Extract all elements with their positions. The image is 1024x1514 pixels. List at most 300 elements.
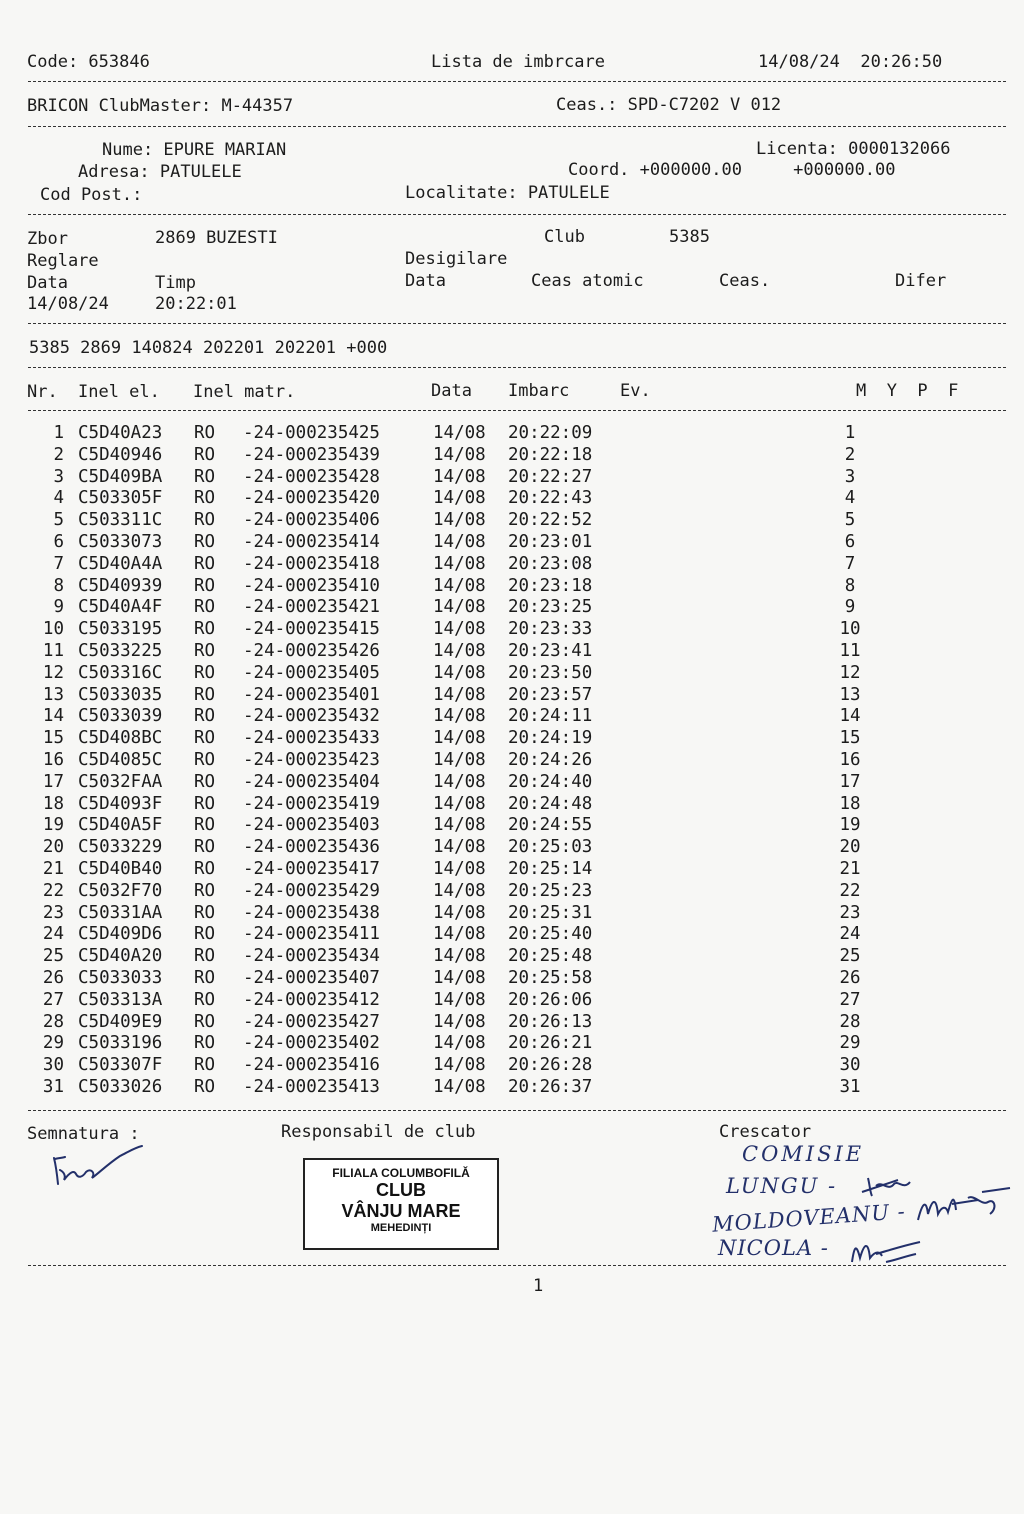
- boarding-time: 20:23:33: [508, 619, 593, 640]
- ring-country: RO: [194, 444, 216, 465]
- electronic-ring: C5033073: [78, 532, 163, 552]
- ring-number: -24-000235436: [243, 837, 380, 858]
- boarding-time: 20:26:06: [508, 989, 593, 1010]
- ring-number: -24-000235416: [243, 1055, 380, 1076]
- m-count: 16: [839, 750, 861, 770]
- stamp-line-2: CLUB: [376, 1180, 426, 1200]
- postal-code: Cod Post.:: [40, 185, 143, 205]
- col-boarding: Imbarc: [508, 381, 570, 401]
- boarding-time: 20:26:37: [508, 1077, 593, 1097]
- ring-number: -24-000235428: [243, 466, 380, 487]
- boarding-time: 20:24:40: [508, 771, 593, 792]
- boarding-date: 14/08: [433, 532, 486, 552]
- m-count: 10: [839, 619, 861, 640]
- electronic-ring: C5D40B40: [78, 859, 163, 879]
- ring-country: RO: [194, 902, 216, 923]
- row-number: 12: [42, 662, 64, 683]
- row-number: 24: [42, 924, 64, 945]
- table-row: [0, 946, 1024, 968]
- boarding-time: 20:22:27: [508, 466, 593, 487]
- member-3-signature: [846, 1232, 926, 1266]
- row-number: 11: [42, 641, 64, 661]
- boarding-date: 14/08: [433, 553, 486, 574]
- ring-country: RO: [194, 641, 216, 661]
- atomic-clock-label: Ceas atomic: [531, 271, 644, 291]
- electronic-ring: C5D4093F: [78, 793, 163, 814]
- divider: [28, 410, 1006, 411]
- unsealing-label: Desigilare: [405, 249, 508, 269]
- m-count: 11: [839, 641, 861, 661]
- commission-member-1: LUNGU -: [726, 1174, 838, 1198]
- ring-country: RO: [194, 924, 216, 945]
- boarding-date: 14/08: [433, 771, 486, 792]
- boarding-date: 14/08: [433, 684, 486, 705]
- m-count: 2: [844, 444, 856, 465]
- ring-number: -24-000235403: [243, 815, 380, 836]
- m-count: 19: [839, 815, 861, 836]
- m-count: 7: [844, 553, 856, 574]
- ring-number: -24-000235405: [243, 662, 380, 683]
- ring-number: -24-000235432: [243, 706, 380, 727]
- ring-country: RO: [194, 662, 216, 683]
- boarding-time: 20:22:09: [508, 423, 593, 443]
- ring-country: RO: [194, 423, 216, 443]
- ring-country: RO: [194, 946, 216, 967]
- difference-label: Difer: [895, 271, 947, 291]
- boarding-time: 20:24:55: [508, 815, 593, 836]
- member-2-signature: [912, 1184, 1012, 1230]
- boarding-time: 20:25:03: [508, 837, 593, 858]
- electronic-ring: C50331AA: [78, 902, 163, 923]
- boarding-date: 14/08: [433, 575, 486, 596]
- ring-number: -24-000235427: [243, 1011, 380, 1032]
- ring-country: RO: [194, 859, 216, 879]
- table-row: [0, 815, 1024, 837]
- ring-number: -24-000235410: [243, 575, 380, 596]
- stamp-line-1: FILIALA COLUMBOFILĂ: [332, 1166, 470, 1180]
- row-number: 4: [53, 488, 64, 509]
- member-1-signature: [858, 1172, 918, 1200]
- boarding-time: 20:26:21: [508, 1033, 593, 1054]
- table-row: [0, 641, 1024, 663]
- m-count: 22: [839, 880, 861, 901]
- table-row: [0, 990, 1024, 1012]
- m-count: 4: [844, 488, 856, 509]
- ring-number: -24-000235404: [243, 771, 380, 792]
- divider: [28, 367, 1006, 368]
- electronic-ring: C5D40A5F: [78, 815, 163, 836]
- row-number: 22: [42, 880, 64, 901]
- table-row: [0, 750, 1024, 772]
- row-number: 18: [42, 793, 64, 814]
- ring-number: -24-000235407: [243, 968, 380, 988]
- boarding-date: 14/08: [433, 619, 486, 640]
- electronic-ring: C5D408BC: [78, 728, 163, 749]
- table-row: [0, 837, 1024, 859]
- owner-locality: Localitate: PATULELE: [405, 183, 610, 203]
- boarding-time: 20:23:08: [508, 553, 593, 574]
- table-row: [0, 924, 1024, 946]
- document-code: Code: 653846: [27, 52, 150, 72]
- col-ring-number: Inel matr.: [193, 382, 296, 402]
- m-count: 13: [839, 684, 861, 705]
- m-count: 5: [844, 510, 856, 531]
- print-datetime: 14/08/24 20:26:50: [758, 52, 943, 72]
- boarding-date: 14/08: [433, 989, 486, 1010]
- ring-number: -24-000235420: [243, 488, 380, 509]
- boarding-time: 20:23:41: [508, 641, 593, 661]
- row-number: 10: [42, 619, 64, 640]
- ring-country: RO: [194, 728, 216, 749]
- col-mypf: M Y P F: [856, 381, 959, 401]
- row-number: 6: [53, 532, 64, 552]
- electronic-ring: C503307F: [78, 1055, 163, 1076]
- ring-country: RO: [194, 1055, 216, 1076]
- document-title: Lista de imbrcare: [431, 52, 605, 72]
- ring-number: -24-000235438: [243, 902, 380, 923]
- clubmaster-id: BRICON ClubMaster: M-44357: [27, 96, 294, 116]
- ring-country: RO: [194, 771, 216, 792]
- row-number: 30: [42, 1055, 64, 1076]
- boarding-time: 20:22:18: [508, 444, 593, 465]
- ring-number: -24-000235406: [243, 510, 380, 531]
- boarding-date: 14/08: [433, 466, 486, 487]
- clock-label: Ceas.: [719, 271, 771, 291]
- col-date: Data: [431, 381, 472, 401]
- boarding-time: 20:23:57: [508, 684, 593, 705]
- signature-label: Semnatura :: [27, 1124, 140, 1144]
- ring-country: RO: [194, 575, 216, 596]
- ring-number: -24-000235412: [243, 989, 380, 1010]
- handwritten-signature: [48, 1142, 148, 1194]
- electronic-ring: C5033229: [78, 837, 163, 858]
- row-number: 13: [42, 684, 64, 705]
- ring-country: RO: [194, 553, 216, 574]
- table-row: [0, 859, 1024, 881]
- electronic-ring: C5D409D6: [78, 924, 163, 945]
- ring-country: RO: [194, 880, 216, 901]
- ring-number: -24-000235434: [243, 946, 380, 967]
- m-count: 12: [839, 662, 861, 683]
- ring-number: -24-000235401: [243, 684, 380, 705]
- divider: [28, 214, 1006, 215]
- boarding-time: 20:23:18: [508, 575, 593, 596]
- clock-id: Ceas.: SPD-C7202 V 012: [556, 95, 782, 115]
- boarding-time: 20:26:28: [508, 1055, 593, 1076]
- boarding-date: 14/08: [433, 510, 486, 531]
- row-number: 28: [42, 1011, 64, 1032]
- boarding-date: 14/08: [433, 1033, 486, 1054]
- divider: [28, 81, 1006, 82]
- boarding-time: 20:23:50: [508, 662, 593, 683]
- ring-number: -24-000235414: [243, 532, 380, 552]
- boarding-time: 20:22:52: [508, 510, 593, 531]
- boarding-time: 20:24:11: [508, 706, 593, 727]
- table-row: [0, 794, 1024, 816]
- electronic-ring: C5D40A4A: [78, 553, 163, 574]
- ring-country: RO: [194, 706, 216, 727]
- owner-address: Adresa: PATULELE: [78, 162, 242, 182]
- m-count: 28: [839, 1011, 861, 1032]
- boarding-date: 14/08: [433, 706, 486, 727]
- boarding-time: 20:25:14: [508, 859, 593, 879]
- row-number: 9: [53, 597, 64, 618]
- row-number: 23: [42, 902, 64, 923]
- electronic-ring: C5033225: [78, 641, 163, 661]
- table-row: [0, 968, 1024, 990]
- club-label: Club: [544, 227, 585, 247]
- m-count: 15: [839, 728, 861, 749]
- m-count: 9: [844, 597, 856, 618]
- date-label: Data: [27, 273, 68, 293]
- ring-country: RO: [194, 968, 216, 988]
- boarding-date: 14/08: [433, 924, 486, 945]
- table-row: [0, 881, 1024, 903]
- boarding-time: 20:23:25: [508, 597, 593, 618]
- boarding-date: 14/08: [433, 597, 486, 618]
- table-row: [0, 728, 1024, 750]
- ring-number: -24-000235413: [243, 1077, 380, 1097]
- row-number: 19: [42, 815, 64, 836]
- ring-number: -24-000235439: [243, 444, 380, 465]
- stamp-line-3: VÂNJU MARE: [341, 1201, 461, 1221]
- electronic-ring: C5D409BA: [78, 466, 163, 487]
- electronic-ring: C5033196: [78, 1033, 163, 1054]
- table-row: [0, 510, 1024, 532]
- m-count: 6: [844, 532, 856, 552]
- ring-number: -24-000235411: [243, 924, 380, 945]
- ring-number: -24-000235415: [243, 619, 380, 640]
- flight-label: Zbor: [27, 229, 68, 249]
- ring-country: RO: [194, 619, 216, 640]
- table-row: [0, 903, 1024, 925]
- boarding-date: 14/08: [433, 662, 486, 683]
- boarding-date: 14/08: [433, 750, 486, 770]
- ring-country: RO: [194, 1011, 216, 1032]
- boarding-time: 20:26:13: [508, 1011, 593, 1032]
- electronic-ring: C5D40A20: [78, 946, 163, 967]
- m-count: 20: [839, 837, 861, 858]
- boarding-date: 14/08: [433, 837, 486, 858]
- table-row: [0, 532, 1024, 554]
- ring-number: -24-000235421: [243, 597, 380, 618]
- boarding-date: 14/08: [433, 488, 486, 509]
- m-count: 27: [839, 989, 861, 1010]
- table-row: [0, 423, 1024, 445]
- table-row: [0, 554, 1024, 576]
- divider: [28, 1265, 1006, 1266]
- electronic-ring: C503311C: [78, 510, 163, 531]
- flight-value: 2869 BUZESTI: [155, 228, 278, 248]
- electronic-ring: C5032FAA: [78, 771, 163, 792]
- club-value: 5385: [669, 227, 710, 247]
- row-number: 20: [42, 837, 64, 858]
- setting-time: 20:22:01: [155, 294, 237, 314]
- col-nr: Nr.: [27, 382, 58, 402]
- m-count: 24: [839, 924, 861, 945]
- m-count: 31: [839, 1077, 861, 1097]
- table-row: [0, 597, 1024, 619]
- row-number: 3: [53, 466, 64, 487]
- electronic-ring: C503313A: [78, 989, 163, 1010]
- table-row: [0, 619, 1024, 641]
- m-count: 23: [839, 902, 861, 923]
- table-row: [0, 663, 1024, 685]
- boarding-date: 14/08: [433, 815, 486, 836]
- boarding-time: 20:24:19: [508, 728, 593, 749]
- boarding-date: 14/08: [433, 902, 486, 923]
- electronic-ring: C5033033: [78, 968, 163, 988]
- breeder-label: Crescator: [719, 1122, 812, 1142]
- ring-country: RO: [194, 1033, 216, 1054]
- ring-country: RO: [194, 597, 216, 618]
- m-count: 1: [844, 423, 856, 443]
- electronic-ring: C5033195: [78, 619, 163, 640]
- row-number: 8: [53, 575, 64, 596]
- setting-label: Reglare: [27, 251, 99, 271]
- divider: [28, 126, 1006, 127]
- table-row: [0, 1033, 1024, 1055]
- m-count: 3: [844, 466, 856, 487]
- boarding-date: 14/08: [433, 859, 486, 879]
- m-count: 26: [839, 968, 861, 988]
- ring-number: -24-000235433: [243, 728, 380, 749]
- ring-country: RO: [194, 750, 216, 770]
- electronic-ring: C503305F: [78, 488, 163, 509]
- m-count: 29: [839, 1033, 861, 1054]
- boarding-date: 14/08: [433, 641, 486, 661]
- ring-number: -24-000235425: [243, 423, 380, 443]
- page-number: 1: [533, 1276, 544, 1296]
- m-count: 30: [839, 1055, 861, 1076]
- electronic-ring: C5033039: [78, 706, 163, 727]
- stamp-line-4: MEHEDINȚI: [370, 1222, 432, 1234]
- electronic-ring: C5D4085C: [78, 750, 163, 770]
- row-number: 31: [42, 1077, 64, 1097]
- table-row: [0, 445, 1024, 467]
- row-number: 2: [53, 444, 64, 465]
- row-number: 17: [42, 771, 64, 792]
- ring-country: RO: [194, 510, 216, 531]
- ring-country: RO: [194, 532, 216, 552]
- commission-label: COMISIE: [742, 1142, 865, 1166]
- commission-member-2: MOLDOVEANU -: [711, 1199, 907, 1237]
- table-row: [0, 1012, 1024, 1034]
- electronic-ring: C5D40946: [78, 444, 163, 465]
- electronic-ring: C5033026: [78, 1077, 163, 1097]
- ring-number: -24-000235419: [243, 793, 380, 814]
- electronic-ring: C5D40939: [78, 575, 163, 596]
- boarding-date: 14/08: [433, 423, 486, 443]
- table-row: [0, 488, 1024, 510]
- divider: [28, 323, 1006, 324]
- boarding-time: 20:25:31: [508, 902, 593, 923]
- electronic-ring: C5D40A23: [78, 423, 163, 443]
- table-row: [0, 685, 1024, 707]
- m-count: 8: [844, 575, 856, 596]
- boarding-date: 14/08: [433, 1011, 486, 1032]
- col-event: Ev.: [620, 381, 651, 401]
- unseal-date-label: Data: [405, 271, 446, 291]
- ring-country: RO: [194, 793, 216, 814]
- row-number: 7: [53, 553, 64, 574]
- owner-coordinates: Coord. +000000.00 +000000.00: [568, 160, 896, 180]
- col-electronic-ring: Inel el.: [78, 382, 160, 402]
- ring-number: -24-000235423: [243, 750, 380, 770]
- row-number: 27: [42, 989, 64, 1010]
- boarding-date: 14/08: [433, 444, 486, 465]
- owner-license: Licenta: 0000132066: [756, 139, 951, 159]
- ring-country: RO: [194, 837, 216, 858]
- row-number: 5: [53, 510, 64, 531]
- boarding-time: 20:24:26: [508, 750, 593, 770]
- electronic-ring: C5D409E9: [78, 1011, 163, 1032]
- club-stamp: [303, 1158, 499, 1250]
- boarding-time: 20:25:58: [508, 968, 593, 988]
- m-count: 17: [839, 771, 861, 792]
- ring-number: -24-000235418: [243, 553, 380, 574]
- m-count: 25: [839, 946, 861, 967]
- ring-country: RO: [194, 989, 216, 1010]
- ring-number: -24-000235429: [243, 880, 380, 901]
- boarding-date: 14/08: [433, 1077, 486, 1097]
- boarding-date: 14/08: [433, 728, 486, 749]
- boarding-time: 20:24:48: [508, 793, 593, 814]
- commission-member-3: NICOLA -: [718, 1236, 829, 1260]
- row-number: 15: [42, 728, 64, 749]
- club-responsible-label: Responsabil de club: [281, 1122, 476, 1142]
- row-number: 26: [42, 968, 64, 988]
- ring-number: -24-000235417: [243, 859, 380, 879]
- boarding-date: 14/08: [433, 880, 486, 901]
- ring-country: RO: [194, 488, 216, 509]
- electronic-ring: C5032F70: [78, 880, 163, 901]
- boarding-date: 14/08: [433, 946, 486, 967]
- row-number: 1: [53, 423, 64, 443]
- electronic-ring: C503316C: [78, 662, 163, 683]
- time-label: Timp: [155, 273, 196, 293]
- boarding-time: 20:25:48: [508, 946, 593, 967]
- boarding-date: 14/08: [433, 968, 486, 988]
- table-row: [0, 1077, 1024, 1099]
- ring-number: -24-000235426: [243, 641, 380, 661]
- ring-country: RO: [194, 466, 216, 487]
- ring-number: -24-000235402: [243, 1033, 380, 1054]
- owner-name: Nume: EPURE MARIAN: [102, 140, 287, 160]
- divider: [28, 1110, 1006, 1111]
- table-row: [0, 706, 1024, 728]
- boarding-date: 14/08: [433, 793, 486, 814]
- m-count: 21: [839, 859, 861, 879]
- ring-country: RO: [194, 684, 216, 705]
- row-number: 21: [42, 859, 64, 879]
- setting-date: 14/08/24: [27, 294, 109, 314]
- electronic-ring: C5033035: [78, 684, 163, 705]
- ring-country: RO: [194, 1077, 216, 1097]
- boarding-time: 20:25:40: [508, 924, 593, 945]
- m-count: 14: [839, 706, 861, 727]
- row-number: 29: [42, 1033, 64, 1054]
- electronic-ring: C5D40A4F: [78, 597, 163, 618]
- table-row: [0, 467, 1024, 489]
- boarding-time: 20:25:23: [508, 880, 593, 901]
- table-row: [0, 772, 1024, 794]
- flight-code-line: 5385 2869 140824 202201 202201 +000: [29, 338, 388, 358]
- boarding-time: 20:23:01: [508, 532, 593, 552]
- table-row: [0, 576, 1024, 598]
- row-number: 14: [42, 706, 64, 727]
- m-count: 18: [839, 793, 861, 814]
